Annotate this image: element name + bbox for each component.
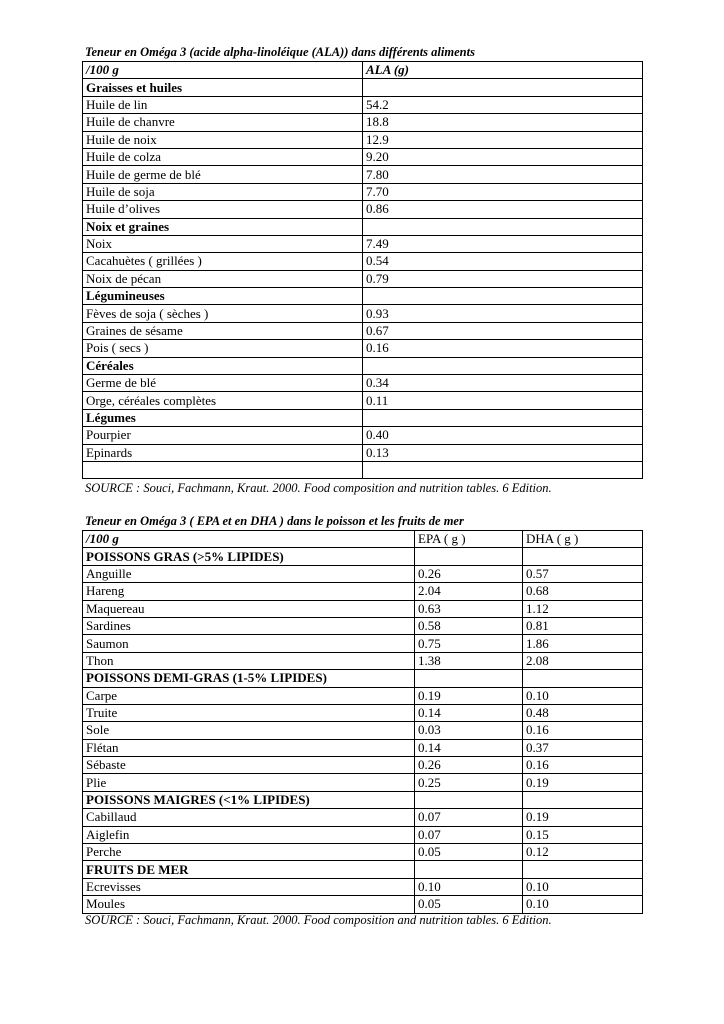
value-cell xyxy=(363,218,643,235)
value-cell: 0.16 xyxy=(523,722,643,739)
food-label: Flétan xyxy=(83,739,415,756)
value-cell: 0.34 xyxy=(363,375,643,392)
table-row xyxy=(83,114,643,131)
value-cell: 0.19 xyxy=(523,774,643,791)
food-label: Huile de lin xyxy=(83,96,363,113)
table-row xyxy=(83,96,643,113)
food-label: Aiglefin xyxy=(83,826,415,843)
food-label: Pourpier xyxy=(83,427,363,444)
table-row xyxy=(83,809,643,826)
table-row xyxy=(83,444,643,461)
value-cell: 0.26 xyxy=(415,565,523,582)
value-cell: 0.03 xyxy=(415,722,523,739)
value-cell: 0.10 xyxy=(523,878,643,895)
food-label: Moules xyxy=(83,896,415,913)
value-cell: 0.48 xyxy=(523,704,643,721)
column-header: /100 g xyxy=(83,531,415,548)
value-cell: 0.07 xyxy=(415,809,523,826)
section-label: Légumineuses xyxy=(83,288,363,305)
table-row xyxy=(83,583,643,600)
food-label: Maquereau xyxy=(83,600,415,617)
food-label: Carpe xyxy=(83,687,415,704)
value-cell: 7.49 xyxy=(363,235,643,252)
food-label: Perche xyxy=(83,844,415,861)
column-header: ALA (g) xyxy=(363,62,643,79)
food-label xyxy=(83,461,363,478)
value-cell: 0.16 xyxy=(523,757,643,774)
value-cell: 0.68 xyxy=(523,583,643,600)
table-row xyxy=(83,739,643,756)
table-row xyxy=(83,774,643,791)
table-row xyxy=(83,201,643,218)
food-label: Plie xyxy=(83,774,415,791)
food-label: Fèves de soja ( sèches ) xyxy=(83,305,363,322)
value-cell: 0.14 xyxy=(415,739,523,756)
table-row xyxy=(83,340,643,357)
value-cell: 0.10 xyxy=(415,878,523,895)
food-label: Hareng xyxy=(83,583,415,600)
value-cell: 0.15 xyxy=(523,826,643,843)
table-row xyxy=(83,652,643,669)
section-label: FRUITS DE MER xyxy=(83,861,415,878)
value-cell: 0.05 xyxy=(415,896,523,913)
value-cell: 0.12 xyxy=(523,844,643,861)
food-label: Epinards xyxy=(83,444,363,461)
value-cell xyxy=(415,861,523,878)
value-cell: 1.12 xyxy=(523,600,643,617)
food-label: Graines de sésame xyxy=(83,322,363,339)
value-cell: 18.8 xyxy=(363,114,643,131)
ala-table xyxy=(82,61,643,479)
table-row xyxy=(83,704,643,721)
table-row xyxy=(83,757,643,774)
food-label: Pois ( secs ) xyxy=(83,340,363,357)
table-row xyxy=(83,392,643,409)
column-header: DHA ( g ) xyxy=(523,531,643,548)
section-header-row xyxy=(83,670,643,687)
section-label: Légumes xyxy=(83,409,363,426)
food-label: Cacahuètes ( grillées ) xyxy=(83,253,363,270)
value-cell: 1.86 xyxy=(523,635,643,652)
value-cell: 2.08 xyxy=(523,652,643,669)
table-row xyxy=(83,600,643,617)
table-row xyxy=(83,166,643,183)
food-label: Germe de blé xyxy=(83,375,363,392)
value-cell: 0.25 xyxy=(415,774,523,791)
table-header-row xyxy=(83,531,643,548)
table-row xyxy=(83,722,643,739)
value-cell: 54.2 xyxy=(363,96,643,113)
table-row xyxy=(83,427,643,444)
value-cell xyxy=(523,791,643,808)
table-row xyxy=(83,322,643,339)
section-header-row xyxy=(83,548,643,565)
table-row xyxy=(83,844,643,861)
section-label: POISSONS DEMI-GRAS (1-5% LIPIDES) xyxy=(83,670,415,687)
value-cell: 0.81 xyxy=(523,617,643,634)
table2-source: SOURCE : Souci, Fachmann, Kraut. 2000. Food composition and nutrition tables. 6 Edition. xyxy=(85,913,552,927)
value-cell: 0.13 xyxy=(363,444,643,461)
value-cell: 0.16 xyxy=(363,340,643,357)
value-cell: 0.86 xyxy=(363,201,643,218)
value-cell: 0.75 xyxy=(415,635,523,652)
value-cell xyxy=(363,461,643,478)
value-cell: 0.58 xyxy=(415,617,523,634)
section-header-row xyxy=(83,79,643,96)
food-label: Huile de colza xyxy=(83,148,363,165)
table-row xyxy=(83,270,643,287)
table-row xyxy=(83,617,643,634)
food-label: Noix xyxy=(83,235,363,252)
value-cell: 0.19 xyxy=(523,809,643,826)
table-row xyxy=(83,375,643,392)
value-cell: 0.19 xyxy=(415,687,523,704)
section-label: POISSONS MAIGRES (<1% LIPIDES) xyxy=(83,791,415,808)
value-cell: 0.10 xyxy=(523,687,643,704)
food-label: Thon xyxy=(83,652,415,669)
value-cell xyxy=(415,791,523,808)
section-header-row xyxy=(83,288,643,305)
table-row xyxy=(83,878,643,895)
value-cell: 0.54 xyxy=(363,253,643,270)
food-label: Saumon xyxy=(83,635,415,652)
table-row xyxy=(83,687,643,704)
food-label: Sole xyxy=(83,722,415,739)
value-cell: 7.70 xyxy=(363,183,643,200)
table2-title: Teneur en Oméga 3 ( EPA et en DHA ) dans le poisson et les fruits de mer xyxy=(85,514,464,528)
table-row xyxy=(83,235,643,252)
food-label: Sardines xyxy=(83,617,415,634)
value-cell: 9.20 xyxy=(363,148,643,165)
table1-title: Teneur en Oméga 3 (acide alpha-linoléique (ALA)) dans différents aliments xyxy=(85,45,475,59)
table-row xyxy=(83,253,643,270)
section-header-row xyxy=(83,218,643,235)
value-cell: 12.9 xyxy=(363,131,643,148)
food-label: Huile de noix xyxy=(83,131,363,148)
food-label: Huile de germe de blé xyxy=(83,166,363,183)
table-row xyxy=(83,565,643,582)
food-label: Huile de chanvre xyxy=(83,114,363,131)
value-cell xyxy=(523,861,643,878)
section-header-row xyxy=(83,791,643,808)
section-label: Céréales xyxy=(83,357,363,374)
food-label: Huile de soja xyxy=(83,183,363,200)
section-header-row xyxy=(83,357,643,374)
epa-dha-table xyxy=(82,530,643,914)
value-cell xyxy=(523,670,643,687)
section-label: Graisses et huiles xyxy=(83,79,363,96)
value-cell xyxy=(363,288,643,305)
value-cell xyxy=(523,548,643,565)
table-row xyxy=(83,148,643,165)
food-label: Sébaste xyxy=(83,757,415,774)
value-cell: 1.38 xyxy=(415,652,523,669)
table-header-row xyxy=(83,62,643,79)
table1-source: SOURCE : Souci, Fachmann, Kraut. 2000. Food composition and nutrition tables. 6 Edition. xyxy=(85,481,552,495)
section-label: Noix et graines xyxy=(83,218,363,235)
value-cell: 0.63 xyxy=(415,600,523,617)
food-label: Orge, céréales complètes xyxy=(83,392,363,409)
table-row xyxy=(83,183,643,200)
table-row xyxy=(83,305,643,322)
value-cell xyxy=(415,548,523,565)
food-label: Huile d’olives xyxy=(83,201,363,218)
value-cell: 0.10 xyxy=(523,896,643,913)
table-row xyxy=(83,896,643,913)
food-label: Cabillaud xyxy=(83,809,415,826)
value-cell: 2.04 xyxy=(415,583,523,600)
food-label: Noix de pécan xyxy=(83,270,363,287)
table-row xyxy=(83,461,643,478)
column-header: EPA ( g ) xyxy=(415,531,523,548)
section-header-row xyxy=(83,861,643,878)
table-row xyxy=(83,131,643,148)
value-cell: 0.40 xyxy=(363,427,643,444)
value-cell xyxy=(363,409,643,426)
value-cell: 0.93 xyxy=(363,305,643,322)
value-cell: 0.07 xyxy=(415,826,523,843)
food-label: Truite xyxy=(83,704,415,721)
food-label: Anguille xyxy=(83,565,415,582)
value-cell: 0.26 xyxy=(415,757,523,774)
value-cell: 0.14 xyxy=(415,704,523,721)
section-header-row xyxy=(83,409,643,426)
food-label: Ecrevisses xyxy=(83,878,415,895)
value-cell: 0.11 xyxy=(363,392,643,409)
section-label: POISSONS GRAS (>5% LIPIDES) xyxy=(83,548,415,565)
value-cell xyxy=(363,357,643,374)
column-header: /100 g xyxy=(83,62,363,79)
value-cell: 0.79 xyxy=(363,270,643,287)
value-cell: 0.67 xyxy=(363,322,643,339)
table-row xyxy=(83,826,643,843)
value-cell: 0.05 xyxy=(415,844,523,861)
table-row xyxy=(83,635,643,652)
value-cell xyxy=(363,79,643,96)
value-cell: 0.57 xyxy=(523,565,643,582)
value-cell xyxy=(415,670,523,687)
value-cell: 0.37 xyxy=(523,739,643,756)
value-cell: 7.80 xyxy=(363,166,643,183)
